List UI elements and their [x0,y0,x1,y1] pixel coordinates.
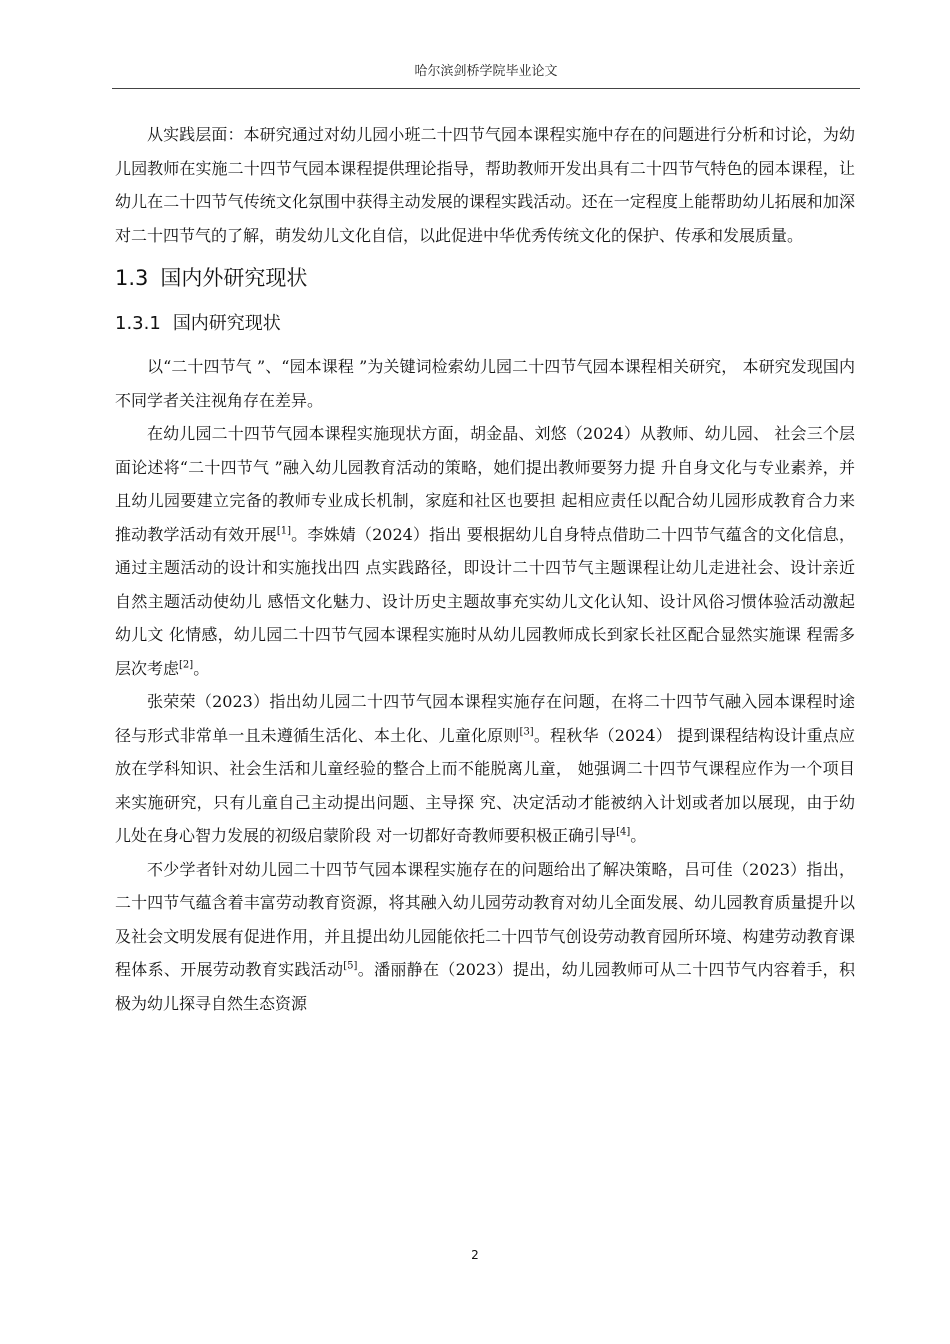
paragraph-keyword-search [115,350,855,417]
header-title: 哈尔滨剑桥学院毕业论文 [414,64,558,79]
subsection-title: 国内研究现状 [172,313,281,334]
citation-marker: [4] [616,826,631,838]
citation-marker: [3] [519,726,534,738]
citation-marker: [1] [276,525,291,537]
paragraph-text: 。潘丽静在（2023）提出，幼儿园教师可从二十四节气内容着手，积极为幼儿探寻自然生态资源 [115,960,855,1013]
paragraph-text: 。 [193,658,210,678]
paragraph-implementation-status [115,417,855,685]
page-body [115,118,855,1020]
paragraph-text: 在幼儿园二十四节气园本课程实施现状方面，胡金晶、刘悠（2024）从教师、幼儿园、 社会三个层面论述将“二十四节气 ”融入幼儿园教育活动的策略，她们提出教师要努力提 升自身文化与专业素养，并且幼儿园要建立完备的教师专业成长机制，家庭和社区也要担 起相应责任以配合幼儿园形成教育合力来推动教学活动有效开展 [115,424,855,544]
citation-marker: [5] [343,960,358,972]
paragraph-problems [115,685,855,853]
paragraph-text: 以“二十四节气 ”、“园本课程 ”为关键词检索幼儿园二十四节气园本课程相关研究， 本研究发现国内不同学者关注视角存在差异。 [115,357,855,410]
page-number [0,1248,950,1262]
paragraph-text: 。 [630,826,647,845]
paragraph-text: 张荣荣（2023）指出幼儿园二十四节气园本课程实施存在问题，在将二十四节气融入园本课程时途径与形式非常单一且未遵循生活化、本土化、儿童化原则 [115,692,855,745]
paragraph-text: 不少学者针对幼儿园二十四节气园本课程实施存在的问题给出了解决策略，吕可佳（2023）指出，二十四节气蕴含着丰富劳动教育资源，将其融入幼儿园劳动教育对幼儿全面发展、幼儿园教育质量提升以及社会文明发展有促进作用，并且提出幼儿园能依托二十四节气创设劳动教育园所环境、构建劳动教育课程体系、开展劳动教育实践活动 [115,859,855,979]
paragraph-text: 从实践层面：本研究通过对幼儿园小班二十四节气园本课程实施中存在的问题进行分析和讨论，为幼儿园教师在实施二十四节气园本课程提供理论指导，帮助教师开发出具有二十四节气特色的园本课程，让幼儿在二十四节气传统文化氛围中获得主动发展的课程实践活动。还在一定程度上能帮助幼儿拓展和加深对二十四节气的了解，萌发幼儿文化自信，以此促进中华优秀传统文化的保护、传承和发展质量。 [115,125,855,245]
paragraph-text: 。李姝婧（2024）指出 要根据幼儿自身特点借助二十四节气蕴含的文化信息，通过主题活动的设计和实施找出四 点实践路径，即设计二十四节气主题课程让幼儿走进社会、设计亲近自然主题活动使幼儿 感悟文化魅力、设计历史主题故事充实幼儿文化认知、设计风俗习惯体验活动激起幼儿文 化情感，幼儿园二十四节气园本课程实施时从幼儿园教师成长到家长社区配合显然实施课 程需多层次考虑 [115,524,855,678]
subsection-heading-1-3-1 [115,302,855,346]
page-number-text: 2 [471,1248,479,1262]
citation-marker: [2] [179,659,194,671]
section-title: 国内外研究现状 [160,266,308,290]
paragraph-text: 。程秋华（2024） 提到课程结构设计重点应放在学科知识、社会生活和儿童经验的整合上而不能脱离儿童， 她强调二十四节气课程应作为一个项目来实施研究，只有儿童自己主动提出问题、主导探 究、决定活动才能被纳入计划或者加以展现，由于幼儿处在身心智力发展的初级启蒙阶段 对一切都好奇教师要积极正确引导 [115,725,855,845]
paragraph-strategies [115,853,855,1021]
section-heading-1-3 [115,256,855,300]
page-header [112,63,860,81]
subsection-number: 1.3.1 [115,313,161,334]
header-divider [112,88,860,89]
paragraph-practice-level [115,118,855,252]
section-number: 1.3 [115,266,149,290]
